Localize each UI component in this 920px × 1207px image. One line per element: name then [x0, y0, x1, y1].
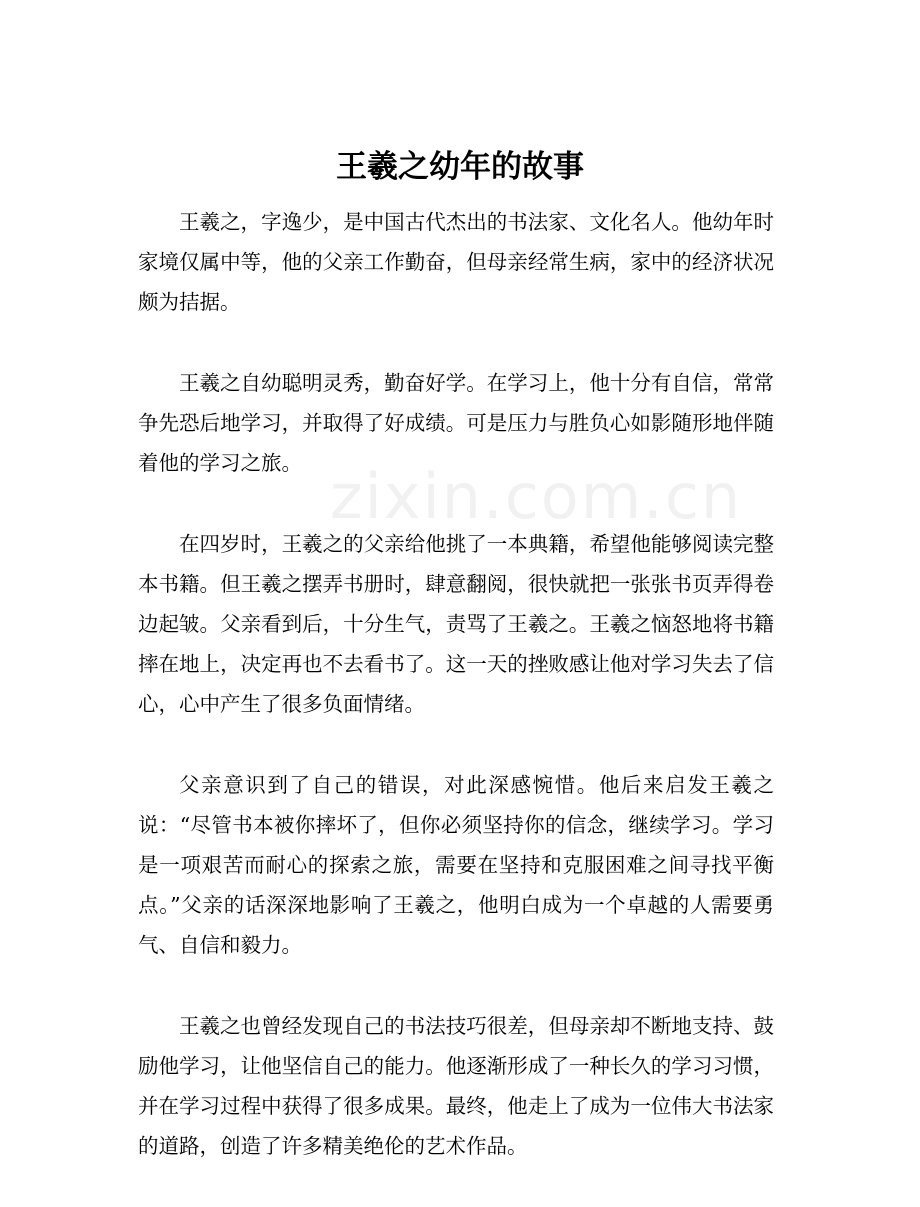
document-title: 王羲之幼年的故事 — [336, 149, 584, 185]
paragraph-5: 王羲之也曾经发现自己的书法技巧很差，但母亲却不断地支持、鼓励他学习，让他坚信自己的能力。他逐渐形成了一种长久的学习习惯，并在学习过程中获得了很多成果。最终，他走上了成为一位伟大书法家的道路，创造了许多精美绝伦的艺术作品。 — [138, 1014, 774, 1158]
paragraph-3: 在四岁时，王羲之的父亲给他挑了一本典籍，希望他能够阅读完整本书籍。但王羲之摆弄书册时，肆意翻阅，很快就把一张张书页弄得卷边起皱。父亲看到后，十分生气，责骂了王羲之。王羲之恼怒地将书籍摔在地上，决定再也不去看书了。这一天的挫败感让他对学习失去了信心，心中产生了很多负面情绪。 — [138, 532, 774, 716]
paragraph-2: 王羲之自幼聪明灵秀，勤奋好学。在学习上，他十分有自信，常常争先恐后地学习，并取得了好成绩。可是压力与胜负心如影随形地伴随着他的学习之旅。 — [138, 371, 774, 475]
paragraph-1: 王羲之，字逸少，是中国古代杰出的书法家、文化名人。他幼年时家境仅属中等，他的父亲工作勤奋，但母亲经常生病，家中的经济状况颇为拮据。 — [138, 210, 774, 314]
paragraph-4: 父亲意识到了自己的错误，对此深感惋惜。他后来启发王羲之说：“尽管书本被你摔坏了，但你必须坚持你的信念，继续学习。学习是一项艰苦而耐心的探索之旅，需要在坚持和克服困难之间寻找平衡点。”父亲的话深深地影响了王羲之，他明白成为一个卓越的人需要勇气、自信和毅力。 — [138, 773, 774, 957]
watermark: zixin.com.cn — [330, 460, 743, 533]
document-body — [138, 202, 774, 1207]
